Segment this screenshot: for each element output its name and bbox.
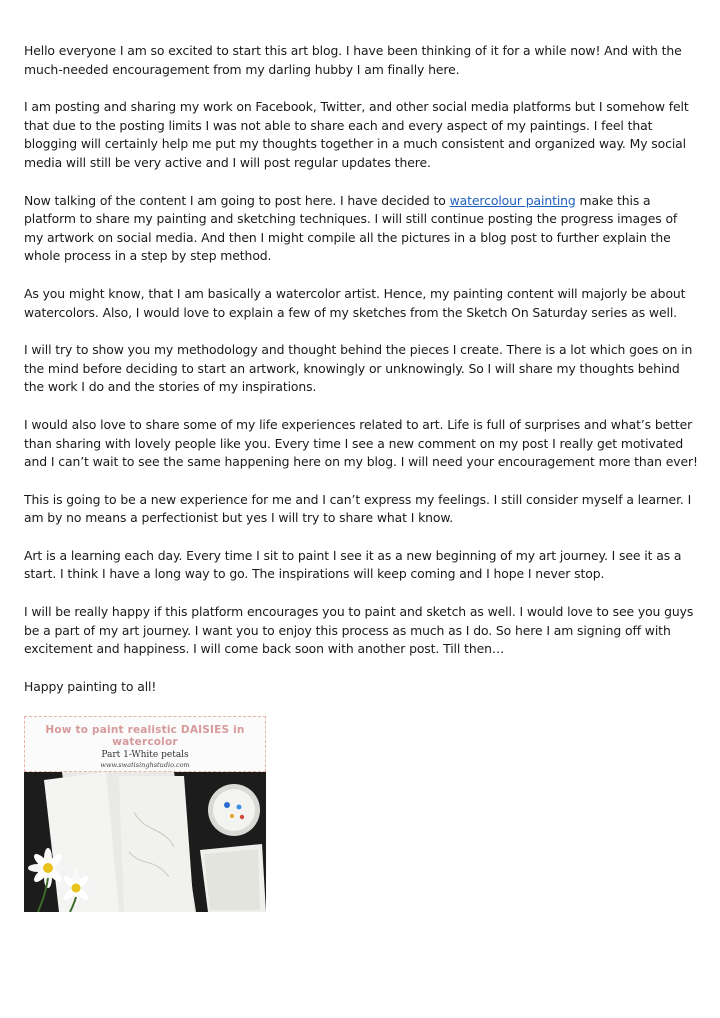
- paragraph-watercolor-artist: As you might know, that I am basically a watercolor artist. Hence, my painting content will majorly be about watercolors. Also, I would love to explain a few of my sketches from the Sketch On Saturday series as well.: [24, 285, 686, 320]
- image-title: How to paint realistic DAISIES in watercolor: [45, 724, 245, 748]
- daisy-tutorial-image[interactable]: [24, 716, 266, 912]
- paragraph-signing-off: I will be really happy if this platform encourages you to paint and sketch as well. I would love to see you guys be a part of my art journey. I want you to enjoy this process as much as I do. So here I am signing off with excitement and happiness. I will come back soon with another post. Till then…: [24, 604, 694, 657]
- paragraph-content-plan: [24, 192, 700, 266]
- watercolour-painting-link[interactable]: watercolour painting: [449, 192, 576, 208]
- paragraph-learning: Art is a learning each day. Every time I sit to paint I see it as a new beginning of my art journey. I see it as a start. I think I have a long way to go. The inspirations will keep coming and I hope I never stop.: [24, 547, 682, 582]
- painting-setup-photo: [24, 772, 266, 912]
- image-site-url: www.swatisinghstudio.com: [100, 761, 190, 769]
- paragraph-social-media: I am posting and sharing my work on Facebook, Twitter, and other social media platforms but I somehow felt that due to the posting limits I was not able to share each and every aspect of my paintings. I feel that blogging will certainly help me put my thoughts together in a much consistent and organized way. My social media will still be very active and I will post regular updates there.: [24, 99, 689, 170]
- article-body: [24, 42, 700, 715]
- paragraph-text-after-link: make this a platform to share my painting and sketching techniques. I will still continue posting the progress images of my artwork on social media. And then I might compile all the pictures in a blog post to further explain the whole process in a step by step method.: [24, 192, 678, 264]
- image-banner: [24, 716, 266, 772]
- paragraph-life-experiences: I would also love to share some of my life experiences related to art. Life is full of surprises and what’s better than sharing with lovely people like you. Every time I see a new comment on my post I really get motivated and I can’t wait to see the same happening here on my blog. I will need your encouragement more than ever!: [24, 416, 698, 470]
- paragraph-closing: Happy painting to all!: [24, 678, 157, 694]
- paragraph-text-before-link: Now talking of the content I am going to post here. I have decided to: [24, 192, 450, 208]
- paragraph-methodology: I will try to show you my methodology and thought behind the pieces I create. There is a lot which goes on in the mind before deciding to start an artwork, knowingly or unknowingly. So I will share my thoughts behind the work I do and the stories of my inspirations.: [24, 342, 693, 395]
- paragraph-intro: Hello everyone I am so excited to start this art blog. I have been thinking of it for a while now! And with the much-needed encouragement from my darling hubby I am finally here.: [24, 43, 682, 77]
- paragraph-new-experience: This is going to be a new experience for me and I can’t express my feelings. I still consider myself a learner. I am by no means a perfectionist but yes I will try to share what I know.: [24, 491, 692, 526]
- image-subtitle: Part 1-White petals: [101, 750, 189, 760]
